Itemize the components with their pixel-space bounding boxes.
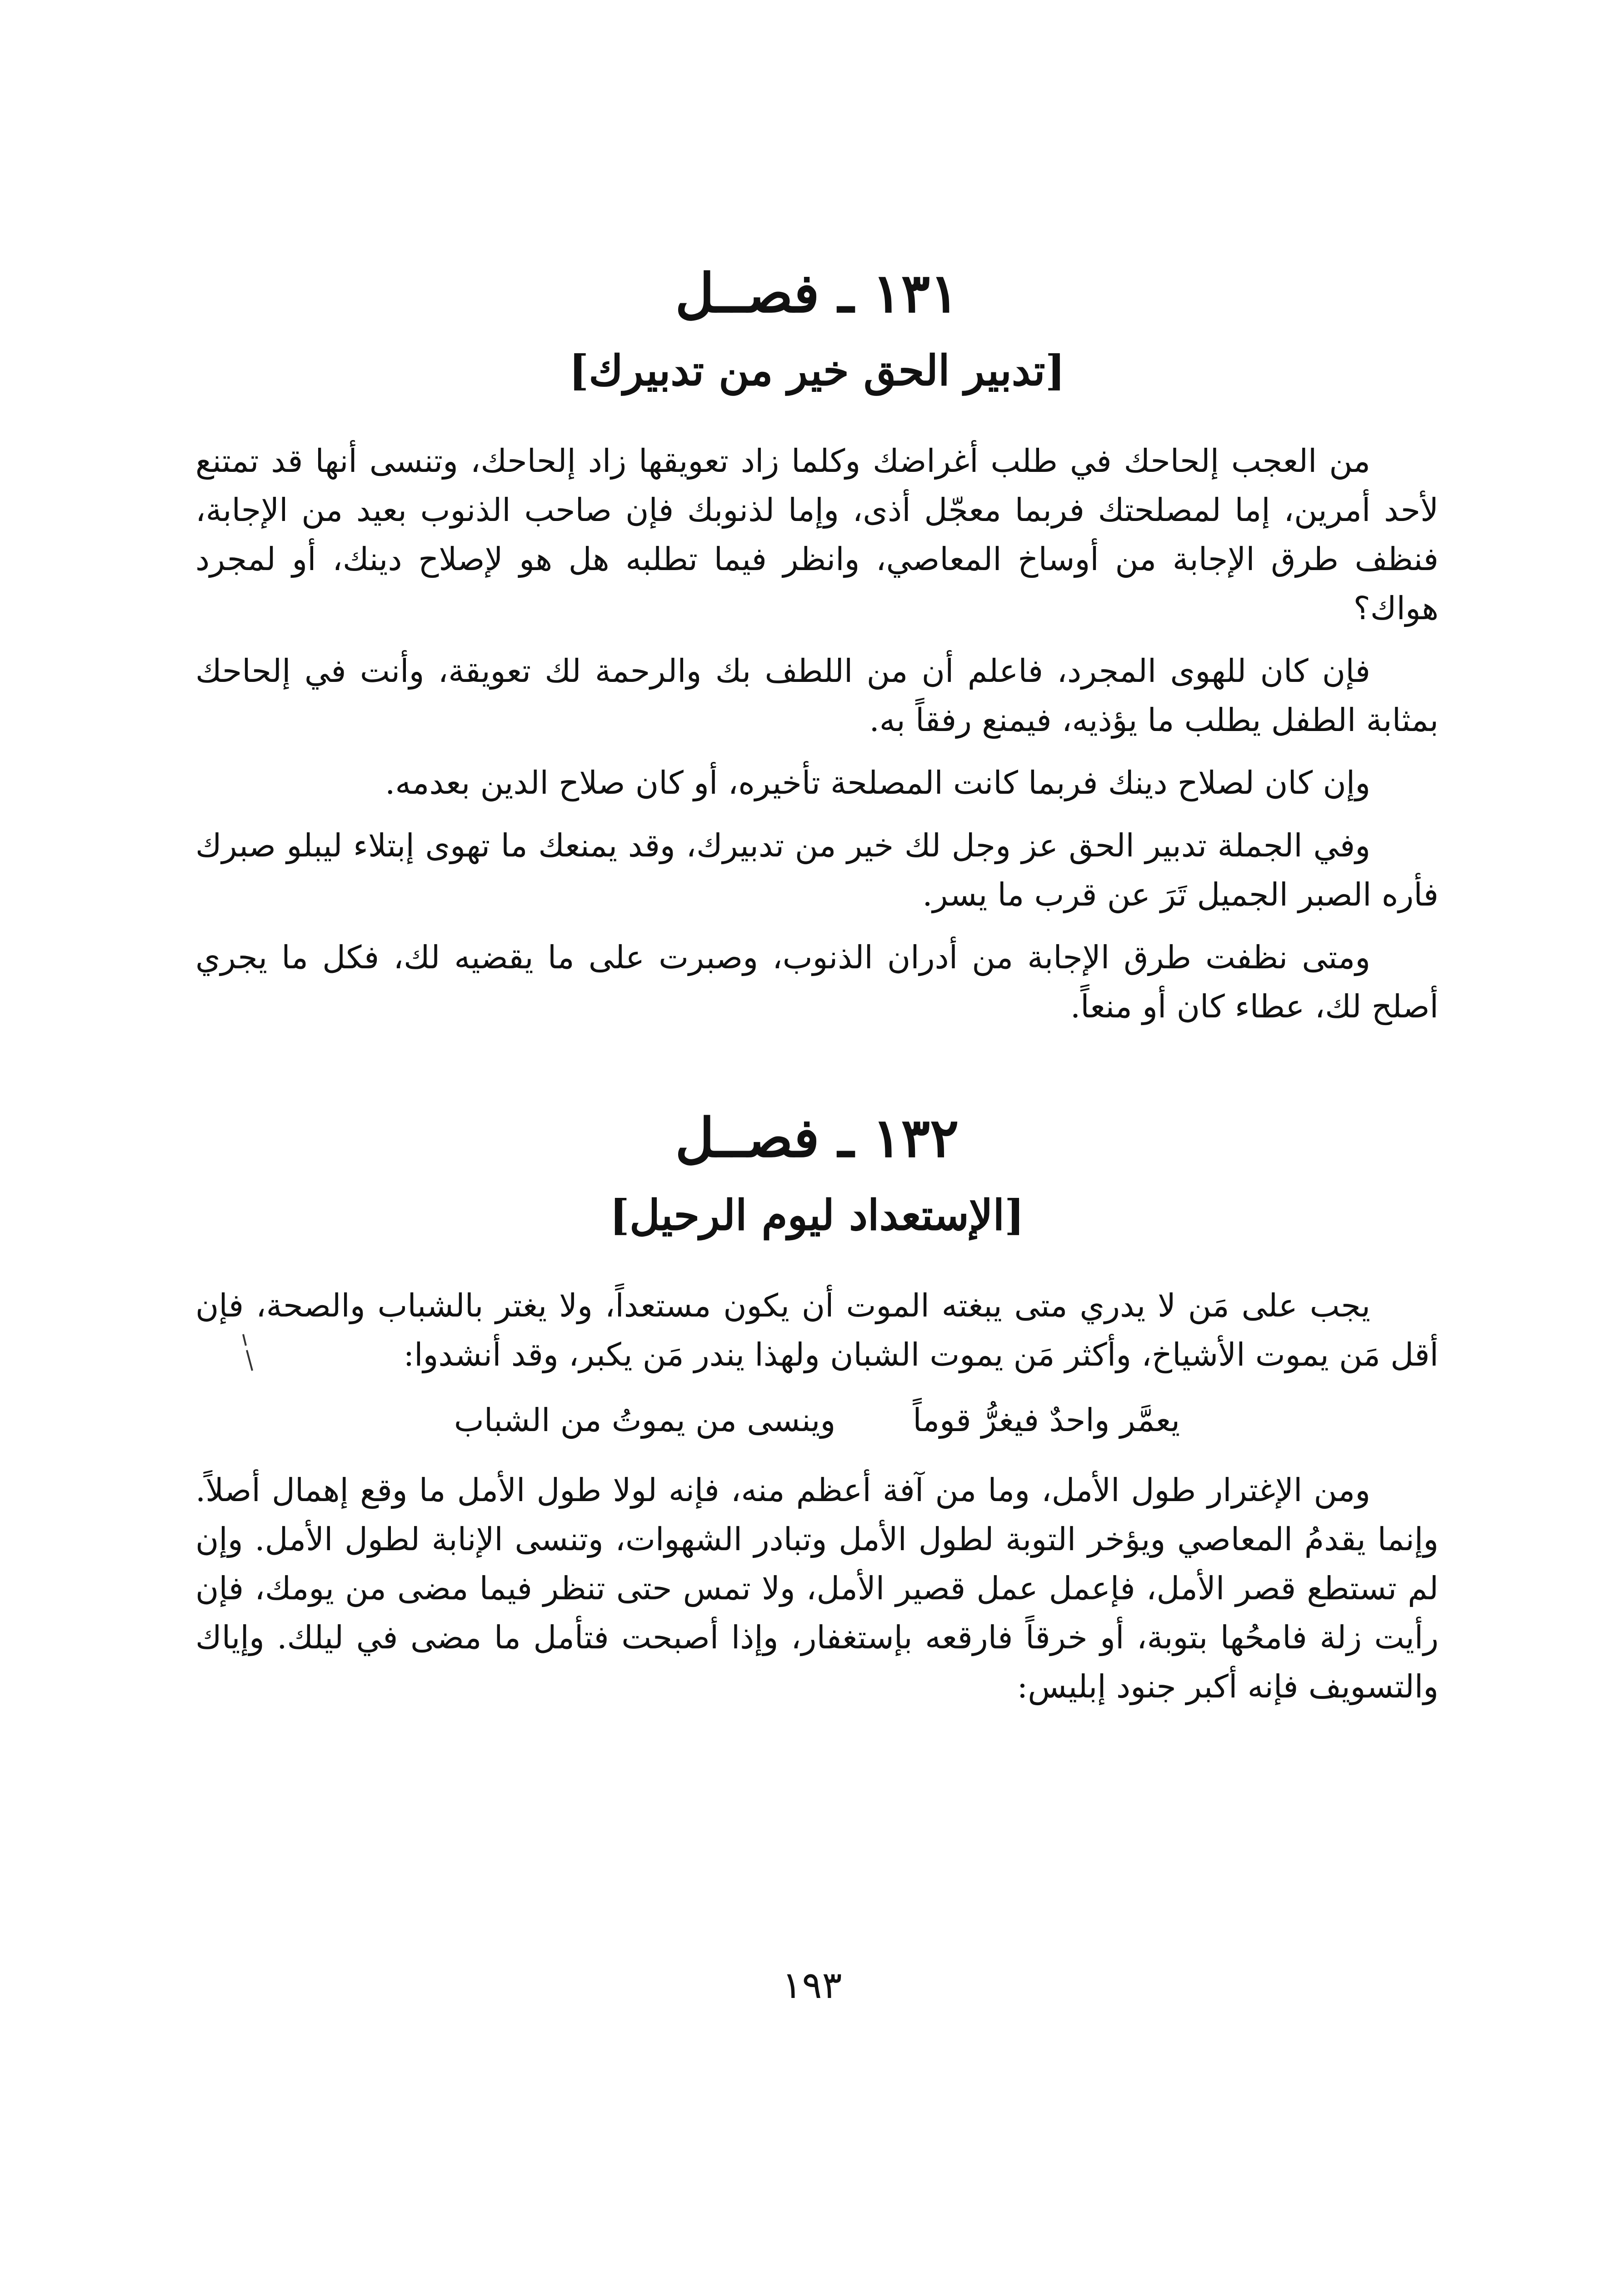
section-132-title: [الإستعداد ليوم الرحيل] [610,1191,1024,1240]
paragraph: فإن كان للهوى المجرد، فاعلم أن من اللطف بك والرحمة لك تعويقة، وأنت في إلحاحك بمثابة الطفل يطلب ما يؤذيه، فيمنع رفقاً به. [195,652,1439,739]
paragraph: وإن كان لصلاح دينك فربما كانت المصلحة تأخيره، أو كان صلاح الدين بعدمه. [385,764,1370,801]
verse-second-hemistich: وينسى من يموتُ من الشباب [454,1402,836,1439]
section-131-title: [تدبير الحق خير من تدبيرك] [569,346,1065,395]
page-content [195,255,1439,1725]
paragraph: ومن الإغترار طول الأمل، وما من آفة أعظم منه، فإنه لولا طول الأمل ما وقع إهمال أصلاً. وإنما يقدمُ المعاصي ويؤخر التوبة لطول الأمل وتبادر الشهوات، وتنسى الإنابة لطول الأمل. وإن لم تستطع قصر الأمل، فإعمل عمل قصير الأمل، ولا تمس حتى تنظر فيما مضى من يومك، فإن رأيت زلة فامحُها بتوبة، أو خرقاً فارقعه بإستغفار، وإذا أصبحت فتأمل ما مضى في ليلك. وإياك والتسويف فإنه أكبر جنود إبليس: [195,1472,1439,1705]
verse-first-hemistich: يعمَّر واحدٌ فيغرُّ قوماً [913,1402,1180,1439]
paragraph: من العجب إلحاحك في طلب أغراضك وكلما زاد تعويقها زاد إلحاحك، وتنسى أنها قد تمتنع لأحد أمرين، إما لمصلحتك فربما معجّل أذى، وإما لذنوبك فإن صاحب الذنوب بعيد من الإجابة، فنظف طرق الإجابة من أوساخ المعاصي، وانظر فيما تطلبه هل هو لإصلاح دينك، أو لمجرد هواك؟ [195,442,1439,627]
section-131-heading: ١٣١ ـ فصــل [675,261,959,325]
poetry-verse [195,1393,1439,1447]
paragraph: يجب على مَن لا يدري متى يبغته الموت أن يكون مستعداً، ولا يغتر بالشباب والصحة، فإن أقل مَن يموت الأشياخ، وأكثر مَن يموت الشبان ولهذا يندر مَن يكبر، وقد أنشدوا: [195,1287,1439,1373]
stray-pen-mark [239,1332,257,1373]
paragraph: ومتى نظفت طرق الإجابة من أدران الذنوب، وصبرت على ما يقضيه لك، فكل ما يجري أصلح لك، عطاء كان أو منعاً. [195,939,1439,1025]
section-132-heading: ١٣٢ ـ فصــل [675,1106,959,1169]
page-number: ١٩٣ [782,1964,842,2007]
paragraph: وفي الجملة تدبير الحق عز وجل لك خير من تدبيرك، وقد يمنعك ما تهوى إبتلاء ليبلو صبرك فأره الصبر الجميل تَرَ عن قرب ما يسر. [195,827,1439,913]
